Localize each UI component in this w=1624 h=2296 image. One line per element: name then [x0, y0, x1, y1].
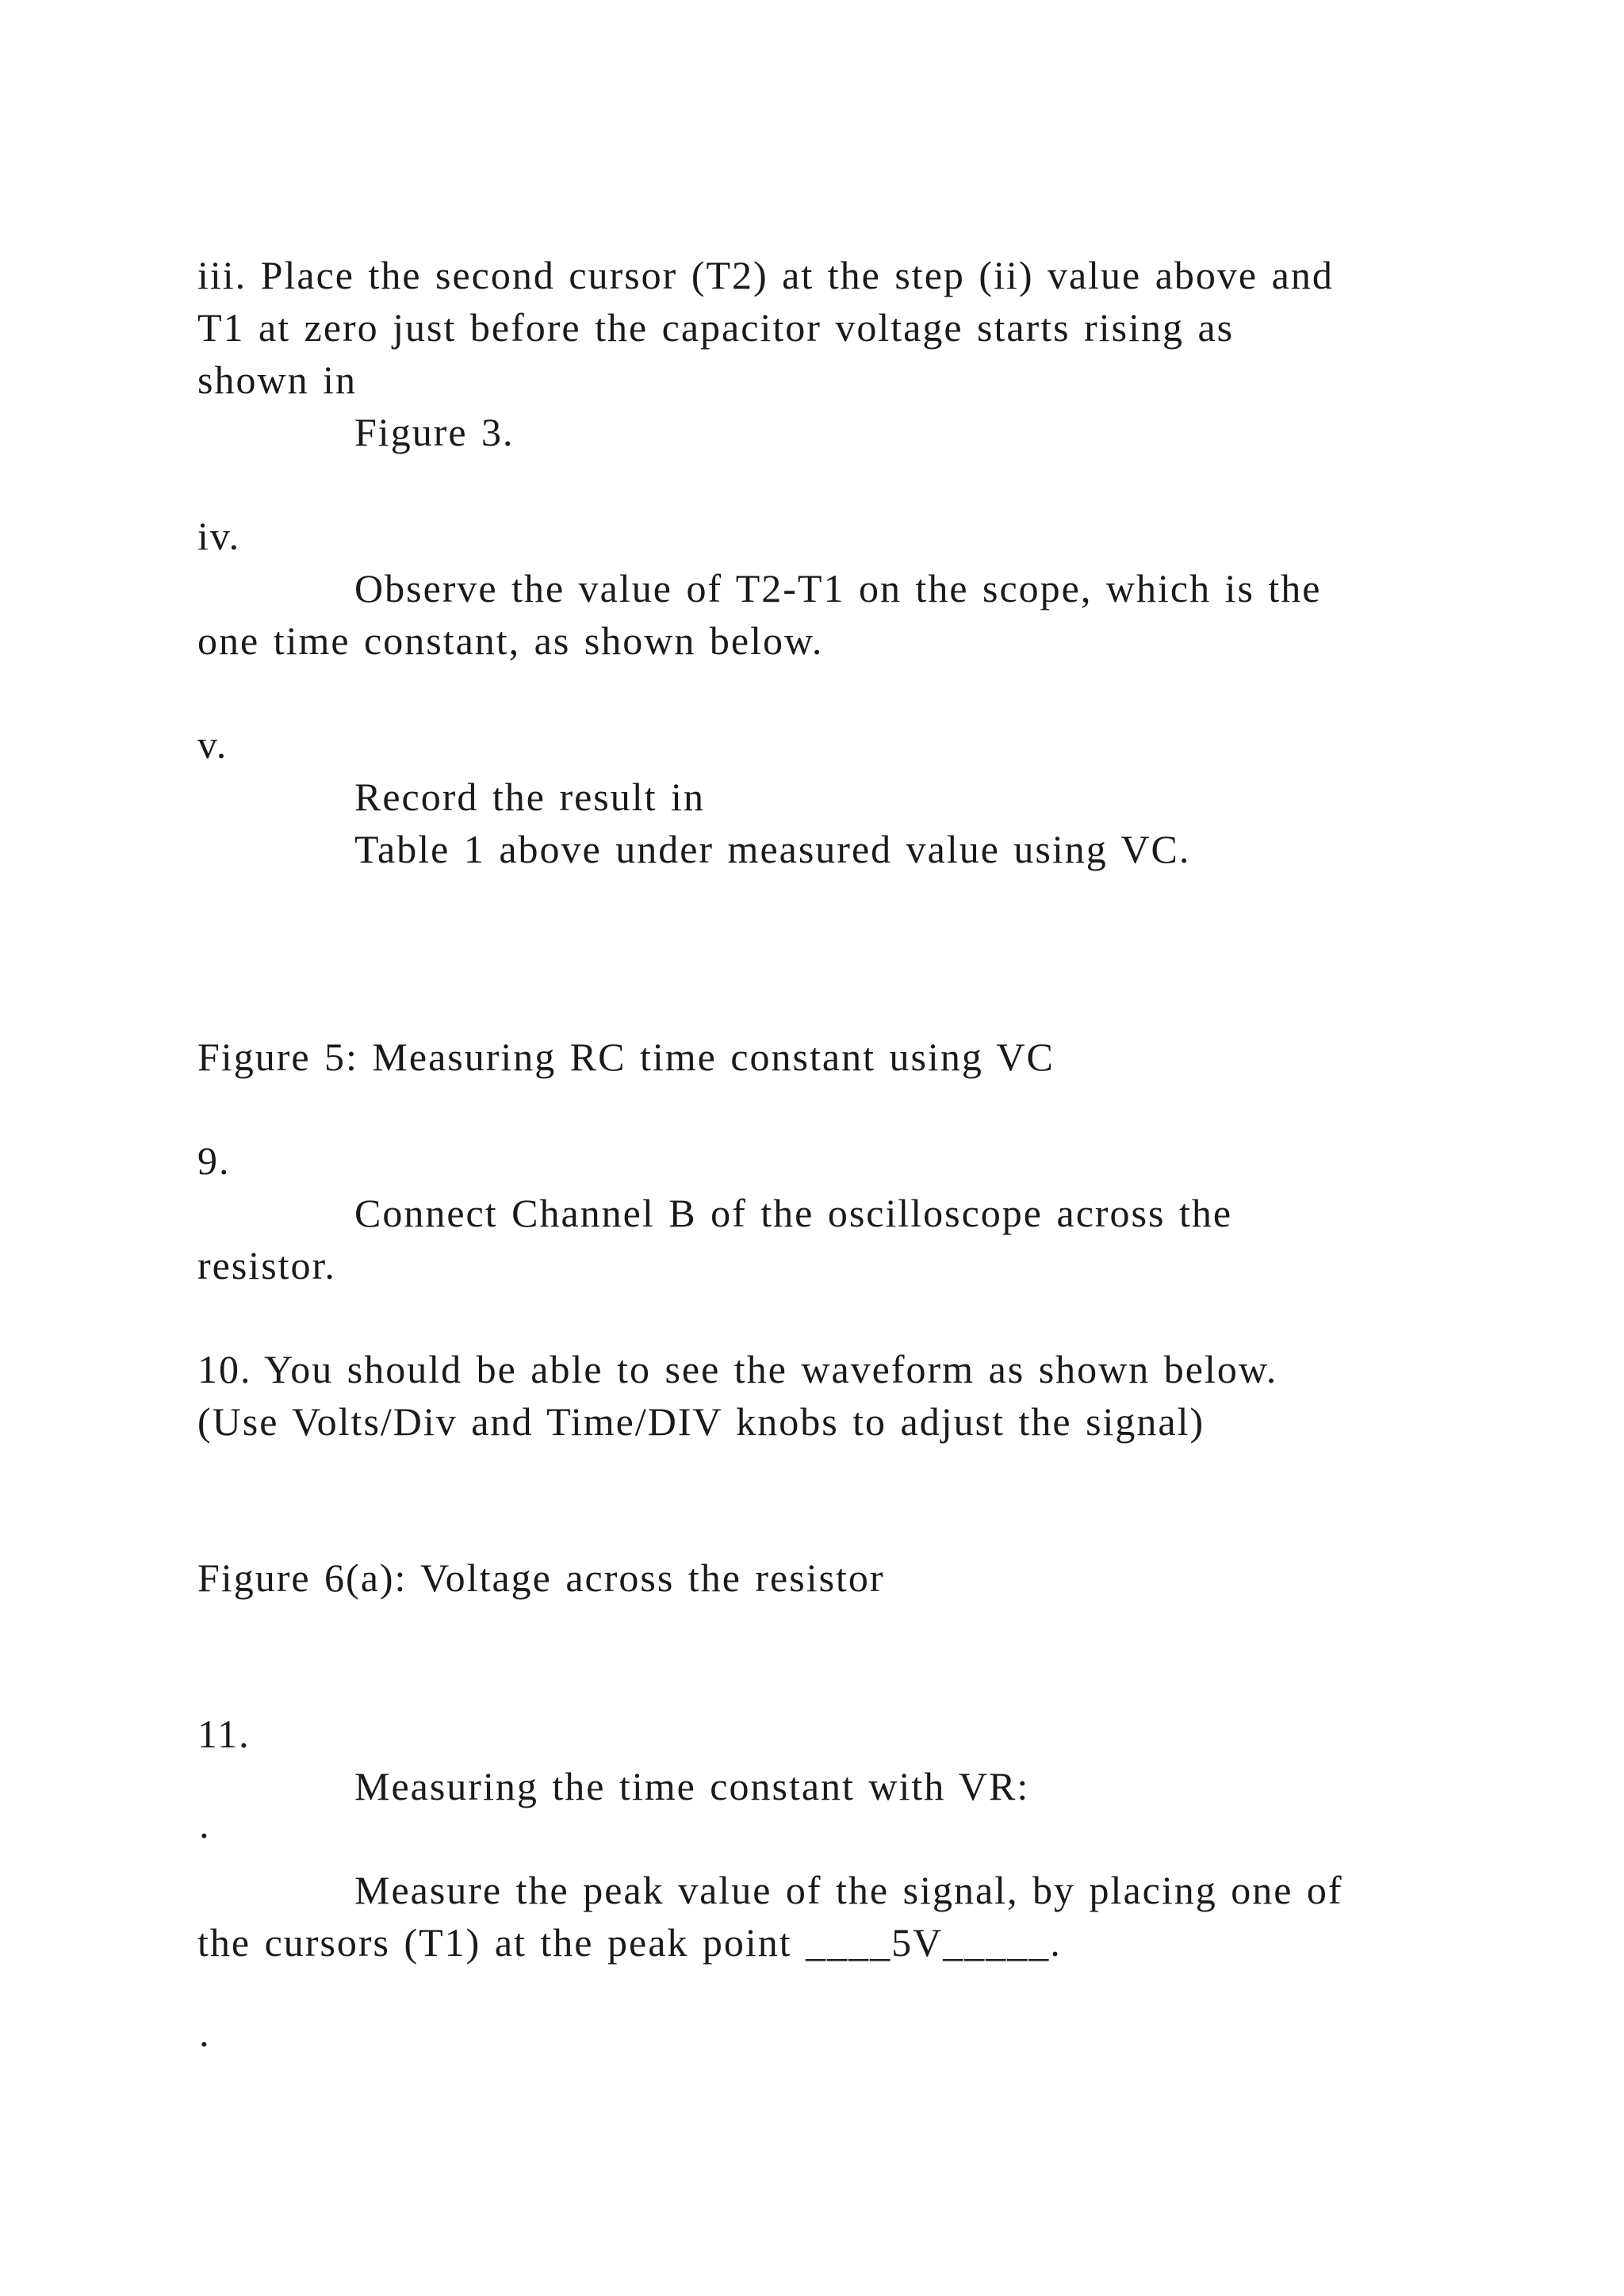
- step-10-line-2: (Use Volts/Div and Time/DIV knobs to adjust the signal): [197, 1399, 1205, 1444]
- step-iii-line-4: Figure 3.: [354, 410, 515, 454]
- step-iv-line-1: Observe the value of T2-T1 on the scope, which is the: [354, 566, 1322, 610]
- step-9-line-2: resistor.: [197, 1243, 336, 1288]
- step-iv-marker: iv.: [197, 514, 241, 558]
- step-iii-line-3: shown in: [197, 358, 357, 402]
- step-iii-line-1: iii. Place the second cursor (T2) at the step (ii) value above and: [197, 253, 1334, 297]
- step-9-line-1: Connect Channel B of the oscilloscope across the: [354, 1191, 1233, 1235]
- figure-5-caption: Figure 5: Measuring RC time constant using VC: [197, 1035, 1055, 1079]
- step-v-marker: v.: [197, 722, 228, 767]
- bullet-marker-2: ·: [197, 2022, 213, 2066]
- step-9-marker: 9.: [197, 1138, 231, 1183]
- figure-6a-caption: Figure 6(a): Voltage across the resistor: [197, 1556, 885, 1600]
- step-11-marker: 11.: [197, 1712, 251, 1756]
- step-iv-line-2: one time constant, as shown below.: [197, 618, 824, 663]
- step-10-line-1: 10. You should be able to see the waveform as shown below.: [197, 1347, 1278, 1391]
- bullet-1-line-1: Measure the peak value of the signal, by placing one of: [354, 1868, 1343, 1912]
- step-iii-line-2: T1 at zero just before the capacitor voltage starts rising as: [197, 305, 1235, 350]
- step-v-line-1: Record the result in: [354, 775, 705, 819]
- step-v-line-2: Table 1 above under measured value using VC.: [354, 827, 1191, 871]
- step-11-line-1: Measuring the time constant with VR:: [354, 1764, 1030, 1808]
- bullet-1-line-2: the cursors (T1) at the peak point ____5V_____.: [197, 1920, 1062, 1965]
- bullet-marker-1: ·: [197, 1813, 213, 1858]
